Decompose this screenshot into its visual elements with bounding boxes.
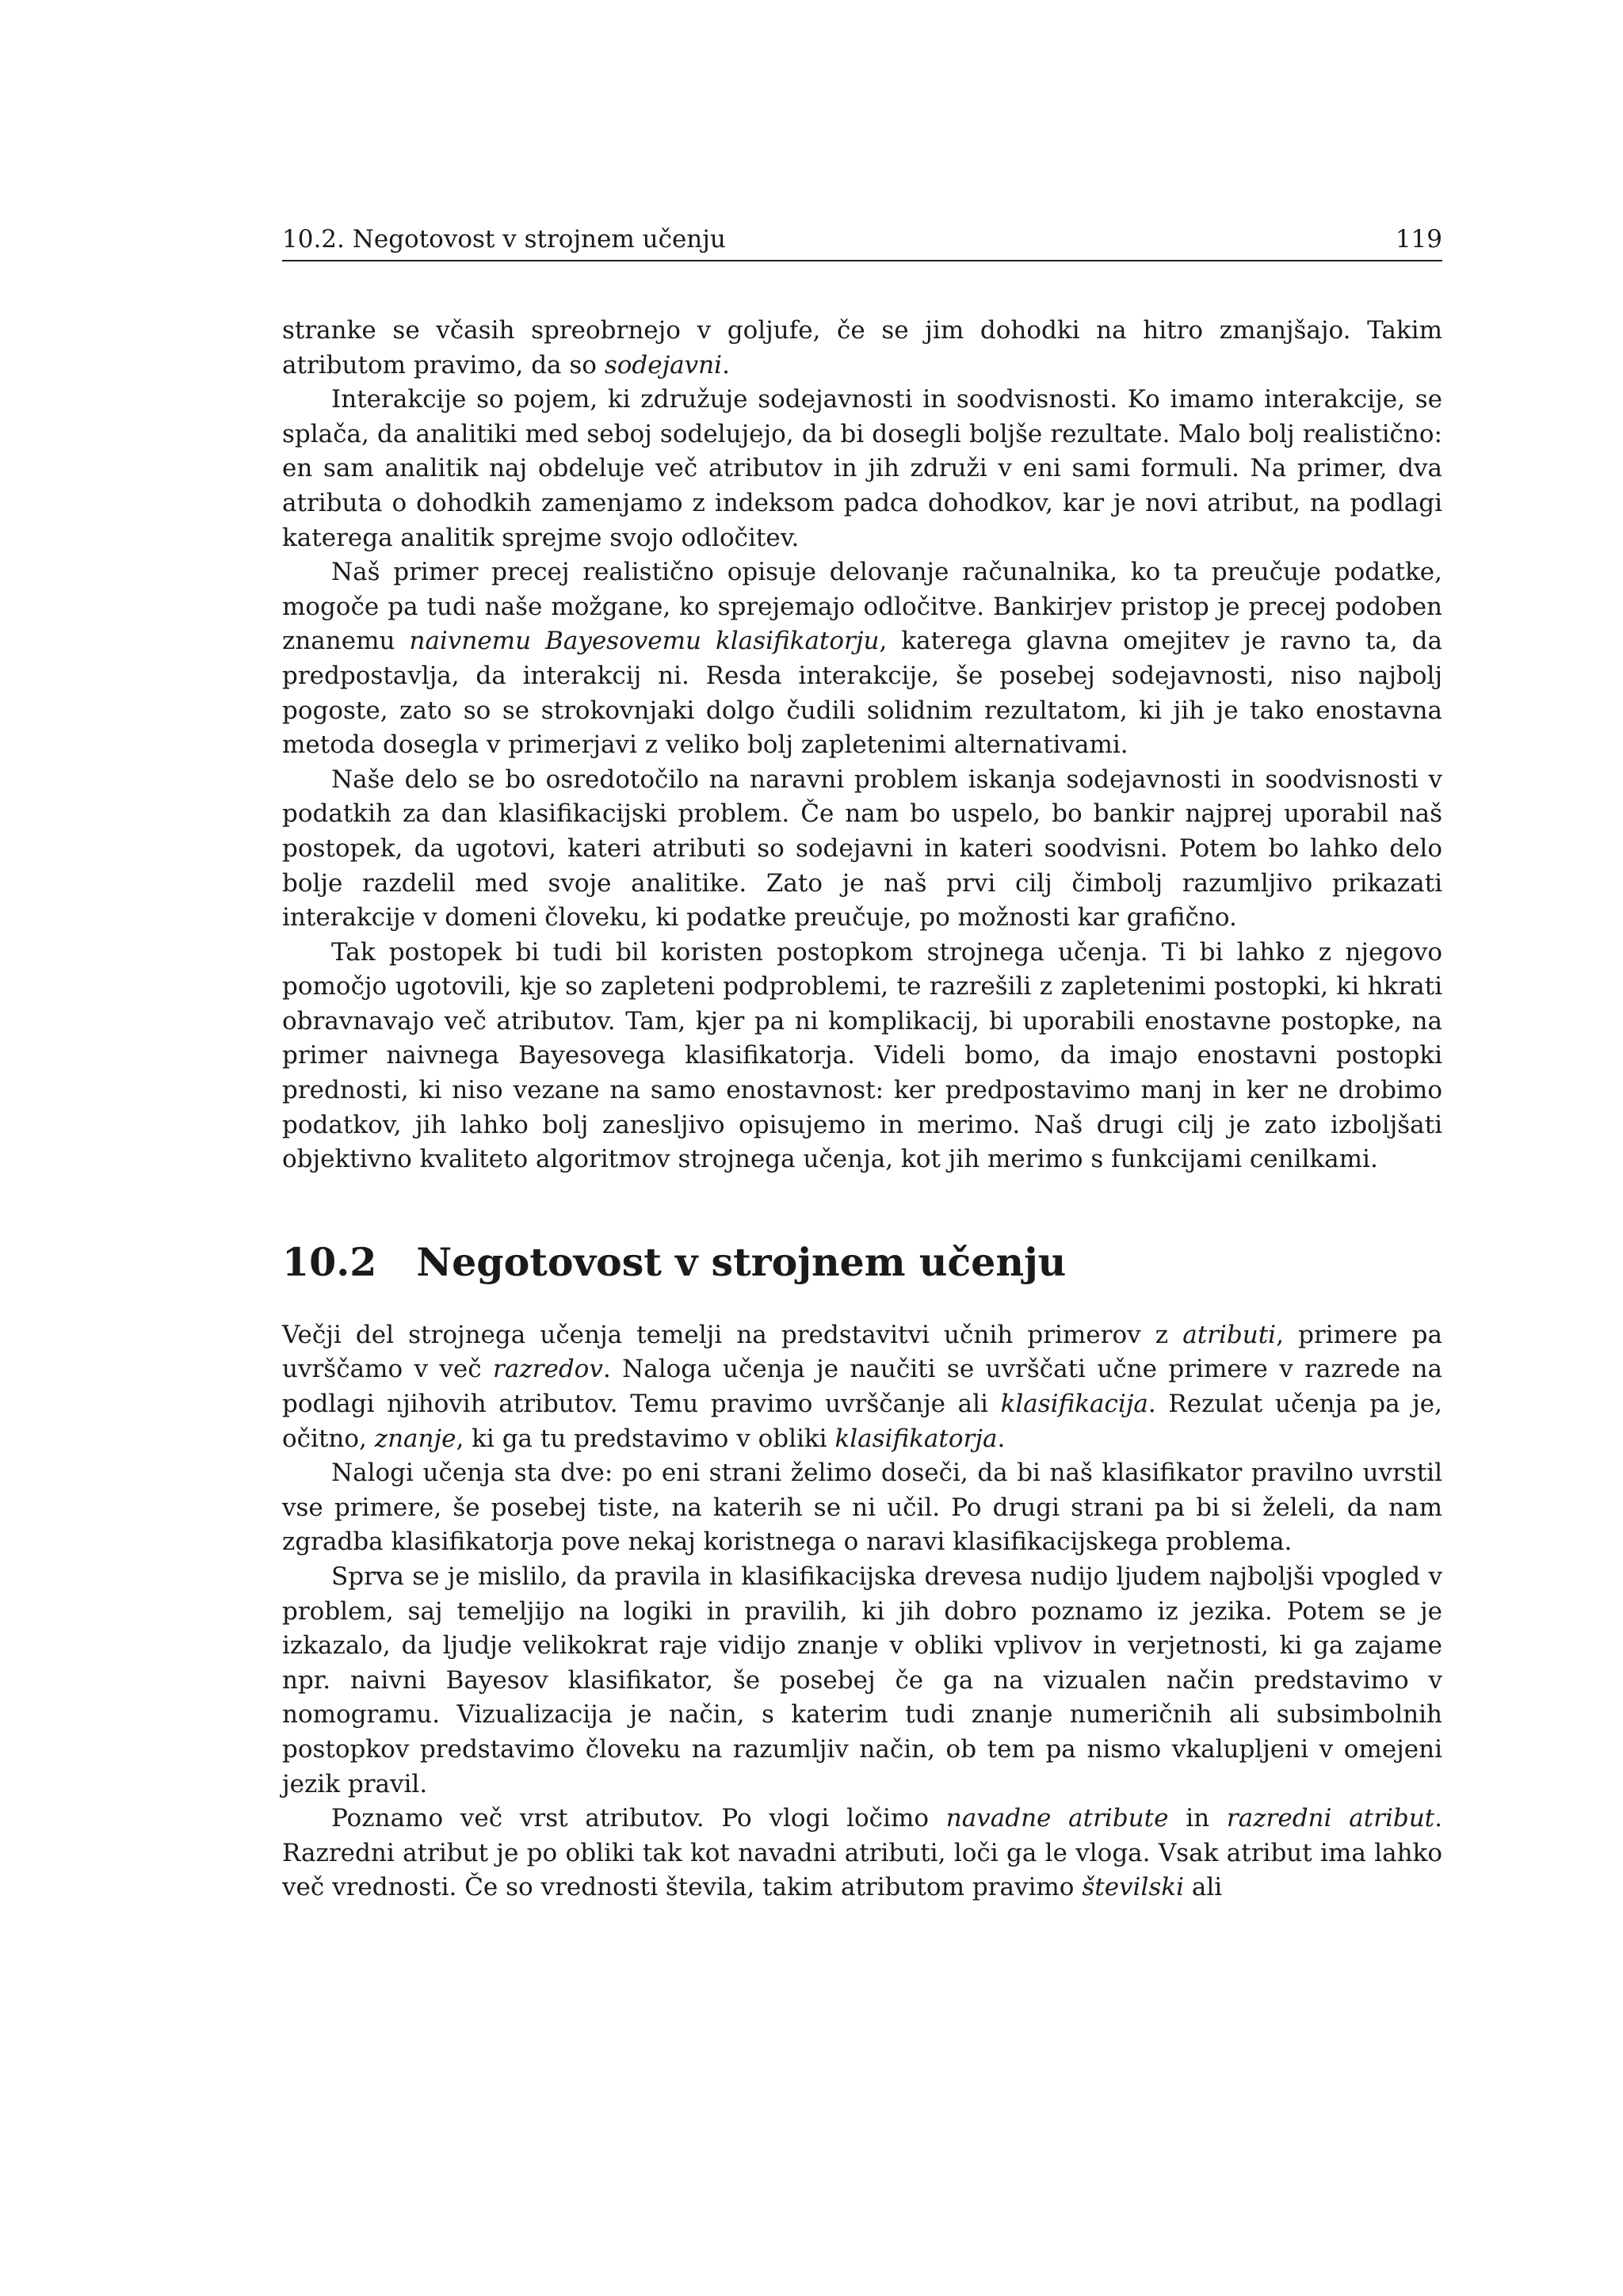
- text-run: Naše delo se bo osredotočilo na naravni problem iskanja sodejavnosti in soodvisnosti v podatkih za dan klasifikacijski problem. Če nam bo uspelo, bo bankir najprej uporabil naš postopek, da ugotovi, kateri atributi so sodejavni in kateri soodvisni. Potem bo lahko delo bolje razdelil med svoje analitike. Zato je naš prvi cilj čimbolj razumljivo prikazati interakcije v domeni človeku, ki podatke preučuje, po možnosti kar grafično.: [282, 765, 1442, 933]
- emphasized-term: klasifikacija: [1000, 1390, 1148, 1419]
- text-run: Nalogi učenja sta dve: po eni strani želimo doseči, da bi naš klasifikator pravilno uvrstil vse primere, še posebej tiste, na katerih se ni učil. Po drugi strani pa bi si želeli, da nam zgradba klasifikatorja pove nekaj koristnega o naravi klasifikacijskega problema.: [282, 1459, 1442, 1557]
- page-number: 119: [1395, 225, 1442, 254]
- emphasized-term: razredov: [493, 1355, 603, 1384]
- text-run: Poznamo več vrst atributov. Po vlogi ločimo: [331, 1804, 946, 1833]
- section-number: 10.2: [282, 1238, 377, 1285]
- text-run: . Razredni atribut je po obliki tak kot navadni atributi, loči ga le vloga. Vsak atribut ima lahko več vrednosti. Če so vrednosti števila, takim atributom pravimo: [282, 1804, 1442, 1902]
- text-run: stranke se včasih spreobrnejo v goljufe, če se jim dohodki na hitro zmanjšajo. Takim atributom pravimo, da so: [282, 316, 1442, 379]
- body-text-before: [282, 314, 1442, 1177]
- emphasized-term: atributi: [1182, 1320, 1277, 1349]
- paragraph: [282, 1560, 1442, 1802]
- section-title: Negotovost v strojnem učenju: [416, 1238, 1067, 1285]
- paragraph: [282, 1456, 1442, 1560]
- text-run: . Naloga učenja je naučiti se uvrščati učne primere v razrede na podlagi njihovih atributov. Temu pravimo uvrščanje ali: [282, 1355, 1442, 1419]
- text-run: ali: [1184, 1873, 1223, 1902]
- running-header-section: 10.2. Negotovost v strojnem učenju: [282, 225, 726, 254]
- paragraph: [282, 555, 1442, 763]
- text-run: Večji del strojnega učenja temelji na predstavitvi učnih primerov z: [282, 1320, 1183, 1349]
- running-header: [282, 223, 1442, 261]
- paragraph: [282, 1318, 1442, 1456]
- book-page: [282, 223, 1442, 1905]
- paragraph: [282, 763, 1442, 936]
- paragraph: [282, 314, 1442, 383]
- body-text-after: [282, 1318, 1442, 1905]
- emphasized-term: znanje: [374, 1424, 456, 1453]
- text-run: .: [722, 350, 730, 379]
- emphasized-term: številski: [1082, 1873, 1184, 1902]
- emphasized-term: klasifikatorja: [834, 1424, 998, 1453]
- text-run: in: [1168, 1804, 1227, 1833]
- text-run: Tak postopek bi tudi bil koristen postopkom strojnega učenja. Ti bi lahko z njegovo pomočjo ugotovili, kje so zapleteni podproblemi, te razrešili z zapletenimi postopki, ki hkrati obravnavajo več atributov. Tam, kjer pa ni komplikacij, bi uporabili enostavne postopke, na primer naivnega Bayesovega klasifikatorja. Videli bomo, da imajo enostavni postopki prednosti, ki niso vezane na samo enostavnost: ker predpostavimo manj in ker ne drobimo podatkov, jih lahko bolj zanesljivo opisujemo in merimo. Naš drugi cilj je zato izboljšati objektivno kvaliteto algoritmov strojnega učenja, kot jih merimo s funkcijami cenilkami.: [282, 937, 1442, 1174]
- text-run: , ki ga tu predstavimo v obliki: [456, 1424, 835, 1453]
- emphasized-term: naivnemu Bayesovemu klasifikatorju: [409, 627, 880, 656]
- text-run: Interakcije so pojem, ki združuje sodejavnosti in soodvisnosti. Ko imamo interakcije, se splača, da analitiki med seboj sodelujejo, da bi dosegli boljše rezultate. Malo bolj realistično: en sam analitik naj obdeluje več atributov in jih združi v eni sami formuli. Na primer, dva atributa o dohodkih zamenjamo z indeksom padca dohodkov, kar je novi atribut, na podlagi katerega analitik sprejme svojo odločitev.: [282, 385, 1442, 552]
- text-run: , katerega glavna omejitev je ravno ta, da predpostavlja, da interakcij ni. Resda interakcije, še posebej sodejavnosti, niso najbolj pogoste, zato so se strokovnjaki dolgo čudili solidnim rezultatom, ki jih je tako enostavna metoda dosegla v primerjavi z veliko bolj zapletenimi alternativami.: [282, 627, 1442, 760]
- emphasized-term: razredni atribut: [1226, 1804, 1435, 1833]
- text-run: . Rezulat učenja pa je, očitno,: [282, 1390, 1442, 1453]
- paragraph: [282, 1802, 1442, 1905]
- emphasized-term: sodejavni: [604, 350, 723, 379]
- section-heading: [282, 1239, 1442, 1285]
- paragraph: [282, 383, 1442, 555]
- text-run: , primere pa uvrščamo v več: [282, 1320, 1443, 1384]
- paragraph: [282, 936, 1442, 1177]
- emphasized-term: navadne atribute: [945, 1804, 1169, 1833]
- text-run: Naš primer precej realistično opisuje delovanje računalnika, ko ta preučuje podatke, mogoče pa tudi naše možgane, ko sprejemajo odločitve. Bankirjev pristop je precej podoben znanemu: [282, 558, 1442, 656]
- text-run: .: [997, 1424, 1006, 1453]
- text-run: Sprva se je mislilo, da pravila in klasifikacijska drevesa nudijo ljudem najboljši vpogled v problem, saj temeljijo na logiki in pravilih, ki jih dobro poznamo iz jezika. Potem se je izkazalo, da ljudje velikokrat raje vidijo znanje v obliki vplivov in verjetnosti, ki ga zajame npr. naivni Bayesov klasifikator, še posebej če ga na vizualen način predstavimo v nomogramu. Vizualizacija je način, s katerim tudi znanje numeričnih ali subsimbolnih postopkov predstavimo človeku na razumljiv način, ob tem pa nismo vkalupljeni v omejeni jezik pravil.: [282, 1562, 1442, 1798]
